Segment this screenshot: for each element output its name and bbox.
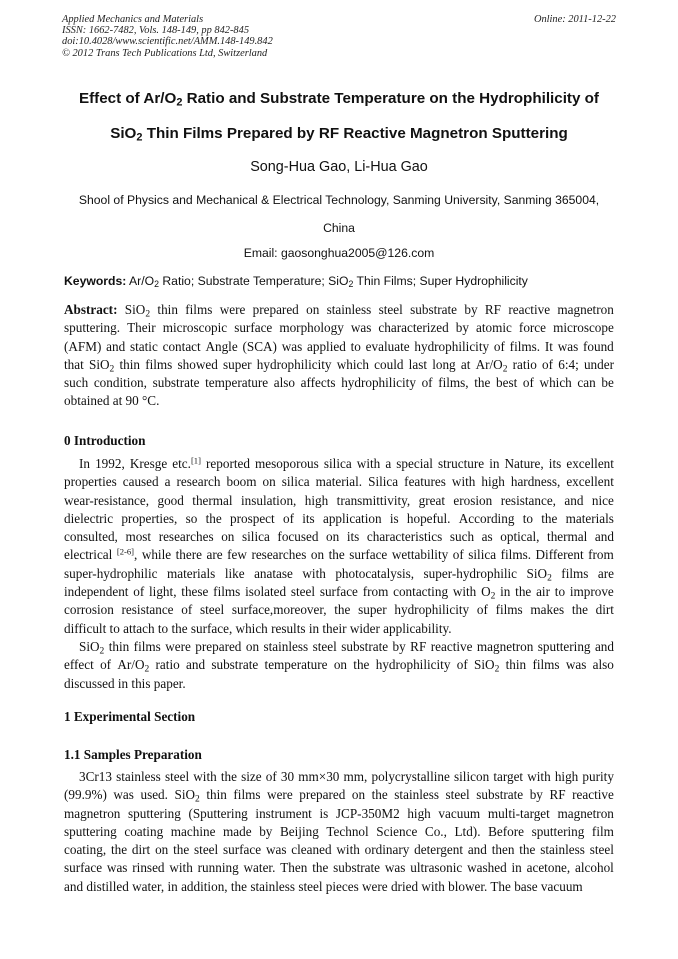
text-line: consulted, most researches on silica focused on its characteristics such as optical, thermal and [64, 529, 614, 545]
text-line: dielectric properties, so the prospect of its application is hopeful. According to the materials [64, 510, 614, 526]
online-date: Online: 2011-12-22 [533, 14, 616, 25]
section-heading-samples-preparation: 1.1 Samples Preparation [64, 747, 202, 762]
keyword-item: Super Hydrophilicity [419, 274, 528, 288]
author-email: Email: gaosonghua2005@126.com [243, 246, 435, 260]
samples-paragraph-1 [64, 768, 614, 896]
section-heading-introduction: 0 Introduction [64, 433, 146, 448]
text-line: magnetron sputtering (Sputtering instrument is JCP-350M2 high vacuum multi-target magnetron [64, 805, 614, 821]
keyword-item: SiO$_2$ Thin Films [328, 274, 413, 290]
text-line: corrosion resistance of steel surface,moreover, the super hydrophilicity of films makes the dirt [64, 602, 614, 618]
introduction-paragraph-1 [64, 455, 614, 638]
text-line: that SiO$_2$ thin films showed super hydrophilicity which could last long at $Ar/O_2$ ratio of 6:4; under [64, 356, 614, 375]
abstract [64, 301, 614, 411]
keywords-list: $Ar/O_2$ Ratio; Substrate Temperature; SiO$_2$ Thin Films; Super Hydrophilicity [129, 274, 528, 290]
text-line: 3Cr13 stainless steel with the size of 30 mm×30 mm, polycrystalline silicon target with high purity [79, 769, 614, 784]
text-line: obtained at 90 °C. [64, 393, 160, 409]
doi-line: doi:10.4028/www.scientific.net/AMM.148-149.842 [62, 36, 273, 48]
text-line: coating, the dirt on the steel surface was cleaned with ordinary detergent and then the stainless steel [64, 842, 614, 858]
issn-line: ISSN: 1662-7482, Vols. 148-149, pp 842-845 [62, 25, 250, 37]
authors: Song-Hua Gao, Li-Hua Gao [250, 159, 428, 175]
text-line: independent of light, these films isolated steel surface from contacting with $O_2$ in the air to improve [64, 584, 614, 602]
text-line: Abstract: SiO$_2$ thin films were prepared on stainless steel substrate by RF reactive magnetron [64, 302, 614, 320]
text-line: sputtering coating machine made by Beijing Technol Science Co., Ltd). Before sputtering film [64, 823, 614, 839]
keywords-label: Keywords: [64, 274, 127, 288]
paper-title-line-1: Effect of $Ar/O_2$ Ratio and Substrate Temperature on the Hydrophilicity of [78, 90, 599, 109]
text-line: difficult to attach to the surface, which results in their wider applicability. [64, 620, 452, 636]
keywords [64, 274, 528, 288]
text-line: (AFM) and static contact Angle (SCA) was applied to evaluate hydrophilicity of films. It was found [64, 338, 614, 354]
text-line: In 1992, Kresge etc.[1] reported mesoporous silica with a special structure in Nature, its excellent [79, 455, 614, 471]
copyright-line: © 2012 Trans Tech Publications Ltd, Switzerland [62, 47, 268, 59]
text-line: super-hydrophilic materials like anatase with photocatalysis, super-hydrophilic SiO$_2$ films are [64, 565, 614, 584]
journal-name: Applied Mechanics and Materials [62, 14, 204, 25]
text-line: effect of $Ar/O_2$ ratio and substrate temperature on the hydrophilicity of SiO$_2$ thin films was also [64, 657, 614, 675]
section-heading-experimental: 1 Experimental Section [64, 709, 196, 724]
paper-title-line-2: SiO$_2$ Thin Films Prepared by RF Reactive Magnetron Sputtering [110, 125, 568, 144]
text-line: sputtering. Their microscopic surface morphology was characterized by atomic force microscope [64, 320, 614, 336]
text-line: SiO$_2$ thin films were prepared on stainless steel substrate by RF reactive magnetron sputtering and [79, 639, 614, 657]
text-line: wear-resistance, good thermal insulation, high transmittivity, great erosion resistance, and nice [64, 492, 614, 508]
text-line: properties caused a research boom on silica material. Silica features with high hardness, excellent [64, 474, 614, 490]
affiliation-line-1: Shool of Physics and Mechanical & Electrical Technology, Sanming University, Sanming 365004, [78, 193, 600, 207]
keyword-item: $Ar/O_2$ Ratio [129, 274, 191, 290]
text-line: such condition, substrate temperature also affects hydrophilicity of films, the best of which can be [64, 375, 614, 391]
keyword-item: Substrate Temperature [197, 274, 322, 288]
abstract-text [64, 301, 614, 411]
text-line: electrical [2-6], while there are few researches on the surface wettability of silica films. Different from [64, 546, 614, 563]
text-line: and distilled water, in addition, the stainless steel pieces were dried with blower. The base vacuum [64, 878, 583, 894]
affiliation-line-2: China [323, 221, 355, 235]
text-line: discussed in this paper. [64, 675, 186, 691]
text-line: surface was rinsed with running water. Then the substrate was ultrasonic washed in acetone, alcohol [64, 860, 614, 876]
text-line: (99.9%) was used. SiO$_2$ thin films were prepared on the stainless steel substrate by RF reactive [64, 787, 614, 805]
introduction-paragraph-2 [64, 638, 614, 693]
journal-header [62, 14, 273, 59]
